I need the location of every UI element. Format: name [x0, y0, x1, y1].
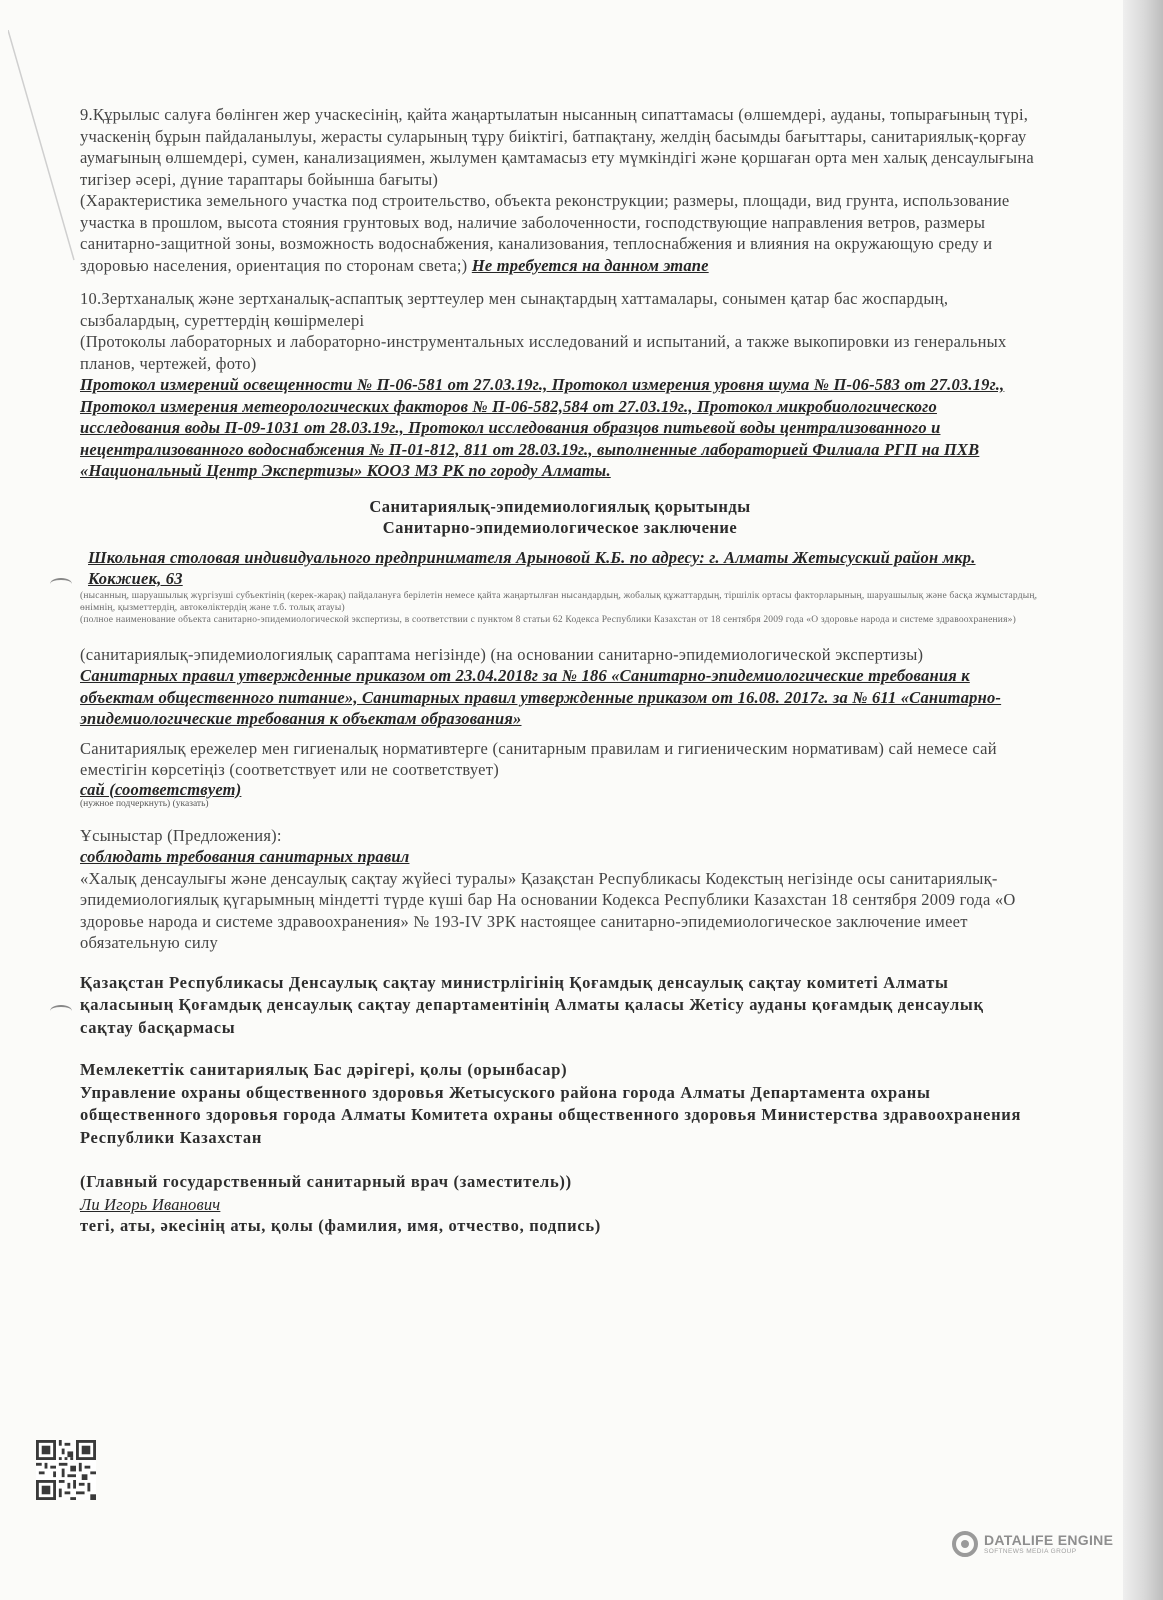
authority-kz: Қазақстан Республикасы Денсаулық сақтау министрлігінің Қоғамдық денсаулық сақтау комитеті Алматы қаласының Қоғамдық денсаулық сақтау департаментінің Алматы қаласы Жетісу ауданы қоғамдық денсаулық сақтау басқармасы [80, 972, 984, 1037]
scan-page-edge [1123, 0, 1163, 1600]
object-note-kz: (нысанның, шаруашылық жүргізуші субъектінің (керек-жарақ) пайдалануға берілетін немесе қайта жаңартылған нысандардың, жобалық құжаттардың, тіршілік ортасы факторларының, шаруашылық және басқа жұмыстардың, өнімнің, қызметтердің, автокөліктердің және т.б. толық атауы) [80, 590, 1038, 613]
doctor-title-ru: (Главный государственный санитарный врач (заместитель)) [80, 1172, 572, 1191]
fold-line [8, 30, 78, 270]
scan-mark-2 [50, 1005, 72, 1017]
basis-label: (санитариялық-эпидемиологиялық сараптама негізінде) (на основании санитарно-эпидемиологической экспертизы) [80, 644, 924, 664]
object-name: Школьная столовая индивидуального предпринимателя Арыновой К.Б. по адресу: г. Алматы Жетысуский район мкр. Кокжиек, 63 [88, 547, 976, 588]
authority-ru: Управление охраны общественного здоровья Жетысуского района города Алматы Департамента охраны общественного здоровья города Алматы Комитета охраны общественного здоровья Министерства здравоохранения Республики Казахстан [80, 1082, 1022, 1147]
section-10-answer: Протокол измерений освещенности № П-06-581 от 27.03.19г., Протокол измерения уровня шума № П-06-583 от 27.03.19г., Протокол измерения метеорологических факторов № П-06-582,584 от 27.03.19г., Протокол микробиологического исследования воды П-09-1031 от 28.03.19г., Протокол исследования образцов питьевой воды централизованного и нецентрализованного водоснабжения № П-01-812, 811 от 28.03.19г., выполненные лабораторией Филиала РГП на ПХВ «Национальный Центр Экспертизы» КООЗ МЗ РК по городу Алматы. [80, 375, 1005, 480]
section-9-kz: 9.Құрылыс салуға бөлінген жер учаскесінің, қайта жаңартылатын нысанның сипаттамасы (өлшемдері, ауданы, топырағының түрі, учаскенің бұрын пайдаланылуы, жерасты суларының тұру биіктігі, батпақтану, желдің басымды бағыттары, санитариялық-қорғау аумағының өлшемдері, сумен, канализациямен, жылумен қамтамасыз ету мүмкіндігі және қоршаған орта мен халық денсаулығына тигізер әсері, дүние тараптары бойынша бағыты) [80, 105, 1035, 189]
section-10-kz: 10.Зертханалық және зертханалық-аспаптық зерттеулер мен сынақтардың хаттамалары, сонымен қатар бас жоспардың, сызбалардың, суреттердің көшірмелері [80, 289, 949, 330]
signature-caption: тегі, аты, әкесінің аты, қолы (фамилия, имя, отчество, подпись) [80, 1216, 602, 1235]
proposals-value: соблюдать требования санитарных правил [80, 847, 410, 866]
scan-mark-1 [50, 578, 72, 590]
doctor-title-kz: Мемлекеттік санитариялық Бас дәрігері, қолы (орынбасар) [80, 1060, 568, 1079]
doctor-name: Ли Игорь Иванович [80, 1194, 221, 1214]
compliance-value: сай (соответствует) [80, 779, 242, 799]
datalife-logo-icon [952, 1531, 978, 1557]
conclusion-title-ru: Санитарно-эпидемиологическое заключение [382, 518, 738, 537]
watermark-logo [952, 1524, 1122, 1564]
compliance-label: Санитариялық ережелер мен гигиеналық нормативтерге (санитарным правилам и гигиеническим нормативам) сай немесе сай еместігін көрсетіңіз (соответствует или не соответствует) [80, 738, 997, 779]
watermark-sub: SOFTNEWS MEDIA GROUP [984, 1548, 1077, 1555]
qr-code [36, 1440, 96, 1500]
basis-value: Санитарных правил утвержденные приказом от 23.04.2018г за № 186 «Санитарно-эпидемиологические требования к объектам общественного питание», Санитарных правил утвержденные приказом от 16.08. 2017г. за № 611 «Санитарно-эпидемиологические требования к объектам образования» [80, 666, 1002, 728]
conclusion-title-kz: Санитариялық-эпидемиологиялық қорытынды [369, 496, 751, 516]
proposals-label: Ұсыныстар (Предложения): [80, 825, 282, 845]
document-page [80, 104, 1040, 1238]
section-10-ru: (Протоколы лабораторных и лабораторно-инструментальных исследований и испытаний, а также выкопировки из генеральных планов, чертежей, фото) [80, 332, 1007, 373]
section-9-answer: Не требуется на данном этапе [471, 255, 709, 275]
compliance-note: (нужное подчеркнуть) (указать) [80, 798, 209, 809]
qr-code-image [36, 1440, 96, 1500]
object-note-ru: (полное наименование объекта санитарно-эпидемиологической экспертизы, в соответствии с пунктом 8 статьи 62 Кодекса Республики Казахстан от 18 сентября 2009 года «О здоровье народа и системе здравоохранения») [80, 614, 1016, 625]
legal-text: «Халық денсаулығы және денсаулық сақтау жүйесі туралы» Қазақстан Республикасы Кодекстың негізінде осы санитариялық-эпидемиологиялық қүгарымның міндетті түрде күші бар На основании Кодекса Республики Казахстан 18 сентября 2009 года «О здоровье народа и системе здравоохранения» № 193-IV ЗРК настоящее санитарно-эпидемиологическое заключение имеет обязательную силу [80, 868, 1016, 952]
section-9-ru: (Характеристика земельного участка под строительство, объекта реконструкции; размеры, площади, вид грунта, использование участка в прошлом, высота стояния грунтовых вод, наличие заболоченности, господствующие направления ветров, размеры санитарно-защитной зоны, возможность водоснабжения, канализования, теплоснабжения и влияния на окружающую среду и здоровью населения, ориентация по сторонам света;) Не требуется на данном этапе [80, 191, 1010, 275]
watermark-main: DATALIFE ENGINE [984, 1532, 1114, 1548]
